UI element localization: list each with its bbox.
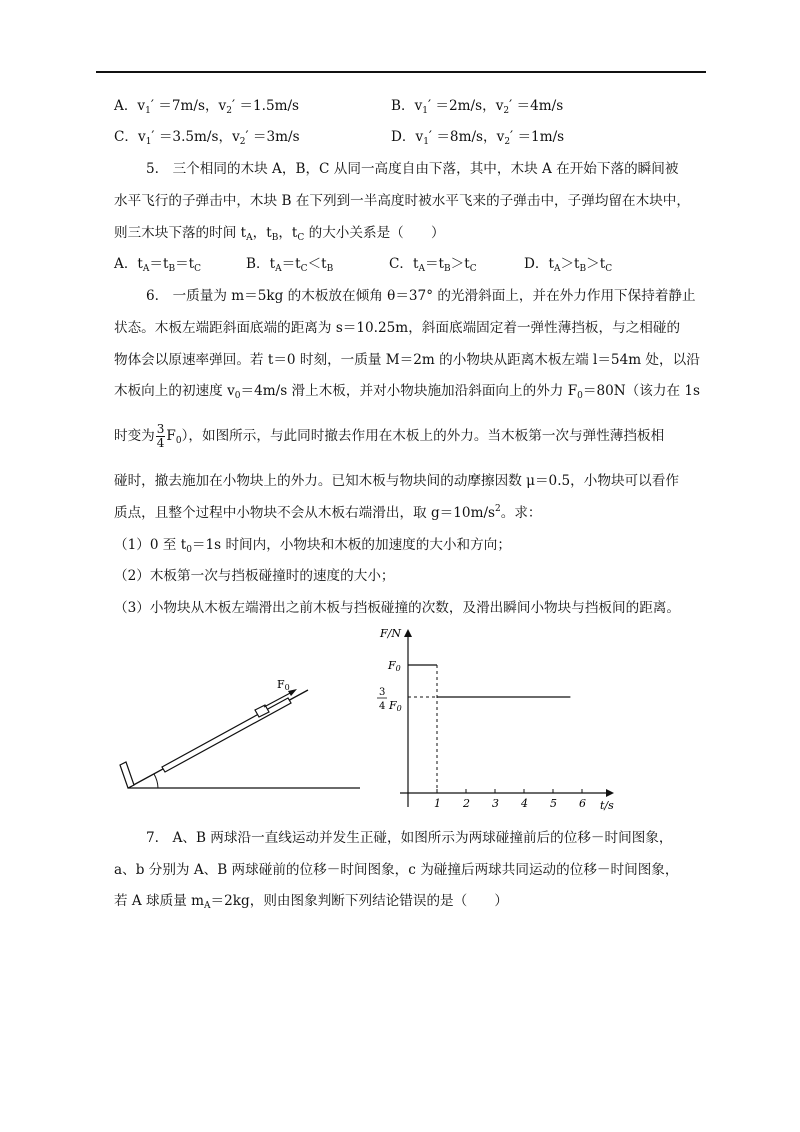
q5-line-2: 水平飞行的子弹击中，木块 B 在下列到一半高度时被水平飞来的子弹击中，子弹均留在木块中，	[114, 193, 690, 209]
q6-subquestion-2: （2）木板第一次与挡板碰撞时的速度的大小；	[114, 568, 395, 584]
q6-line-1: 6. 一质量为 m＝5kg 的木板放在倾角 θ＝37° 的光滑斜面上，并在外力作用下保持着静止	[146, 288, 696, 304]
force-series	[408, 665, 570, 793]
q6-line-3: 物体会以原速率弹回。若 t＝0 时刻，一质量 M＝2m 的小物块从距离木板左端 l＝54m 处，以沿	[114, 352, 700, 368]
q7-line-2: a、b 分别为 A、B 两球碰前的位移－时间图象，c 为碰撞后两球共同运动的位移－时间图象，	[114, 862, 679, 878]
q6-line-4: 木板向上的初速度 $v_0=4m/s$ 滑上木板，并对小物块施加沿斜面向上的外力 $F_0=80N$（该力在 1s	[114, 383, 700, 401]
q5-option-a: A．$t_A=t_B=t_C$	[114, 256, 202, 274]
x-axis-arrow	[606, 789, 614, 797]
q6-line-6: 碰时，撤去施加在小物块上的外力。已知木板与物块间的动摩擦因数 μ＝0.5，小物块可以看作	[114, 473, 679, 489]
fraction-denominator: 4	[379, 701, 386, 712]
q7-line-3: 若 A 球质量 $m_A=2kg$，则由图象判断下列结论错误的是（ ）	[114, 893, 509, 911]
x-tick-label-6: 6	[579, 797, 586, 810]
q5-option-b: B．$t_A=t_C<t_B$	[246, 256, 334, 274]
fraction-three-quarters: $\frac{3}{4}$	[156, 422, 165, 450]
q5-line-1: 5. 三个相同的木块 A，B，C 从同一高度自由下落，其中，木块 A 在开始下落的瞬间被	[146, 161, 679, 177]
q4-option-a: A．$v_1' =7m/s$，$v_2' =1.5m/s$	[114, 98, 300, 116]
elastic-baffle	[120, 762, 134, 788]
f0-tick-label: F0	[388, 659, 401, 673]
y-axis-arrow	[404, 629, 412, 637]
q6-line-2: 状态。木板左端距斜面底端的距离为 s＝10.25m，斜面底端固定着一弹性薄挡板，与之相碰的	[114, 320, 681, 336]
three-quarter-f0-label: F0	[389, 699, 402, 713]
x-tick-label-1: 1	[434, 797, 441, 810]
q6-subquestion-3: （3）小物块从木板左端滑出之前木板与挡板碰撞的次数，及滑出瞬间小物块与挡板间的距离。	[114, 600, 680, 616]
force-label: F0	[277, 678, 290, 692]
q7-line-1: 7. A、B 两球沿一直线运动并发生正碰，如图所示为两球碰撞前后的位移－时间图象，	[146, 830, 673, 846]
q6-line-5: 时变为 $\frac{3}{4}$ $F_0$），如图所示，与此同时撤去作用在木板上的外力。当木板第一次与弹性薄挡板相	[114, 422, 665, 450]
q4-option-c: C．$v_1' =3.5m/s$，$v_2' =3m/s$	[114, 129, 300, 147]
q6-line-7: 质点，且整个过程中小物块不会从木板右端滑出，取 $g=10m/s^2$。求：	[114, 504, 542, 521]
x-tick-label-3: 3	[492, 797, 499, 810]
x-tick-label-2: 2	[463, 797, 470, 810]
incline-figure	[110, 660, 370, 800]
angle-arc	[154, 774, 158, 788]
force-time-graph	[370, 625, 630, 815]
q5-option-c: C．$t_A=t_B>t_C$	[389, 256, 477, 274]
x-ticks	[434, 789, 586, 810]
q4-option-b: B．$v_1' =2m/s$，$v_2' =4m/s$	[391, 98, 564, 116]
x-tick-label-5: 5	[550, 797, 557, 810]
fraction-numerator: 3	[379, 687, 386, 698]
wooden-board	[162, 698, 291, 772]
x-axis-label: t/s	[600, 799, 614, 812]
q6-subquestion-1: （1）0 至 $t_0=1s$ 时间内，小物块和木板的加速度的大小和方向；	[114, 537, 511, 555]
q5-line-3: 则三木块下落的时间 $t_A$，$t_B$，$t_C$ 的大小关系是（ ）	[114, 225, 445, 243]
x-tick-label-4: 4	[521, 797, 528, 810]
q4-option-d: D．$v_1' =8m/s$，$v_2' =1m/s$	[391, 129, 565, 147]
header-rule	[96, 71, 706, 73]
q5-option-d: D．$t_A>t_B>t_C$	[524, 256, 613, 274]
y-axis-label: F/N	[380, 627, 401, 640]
